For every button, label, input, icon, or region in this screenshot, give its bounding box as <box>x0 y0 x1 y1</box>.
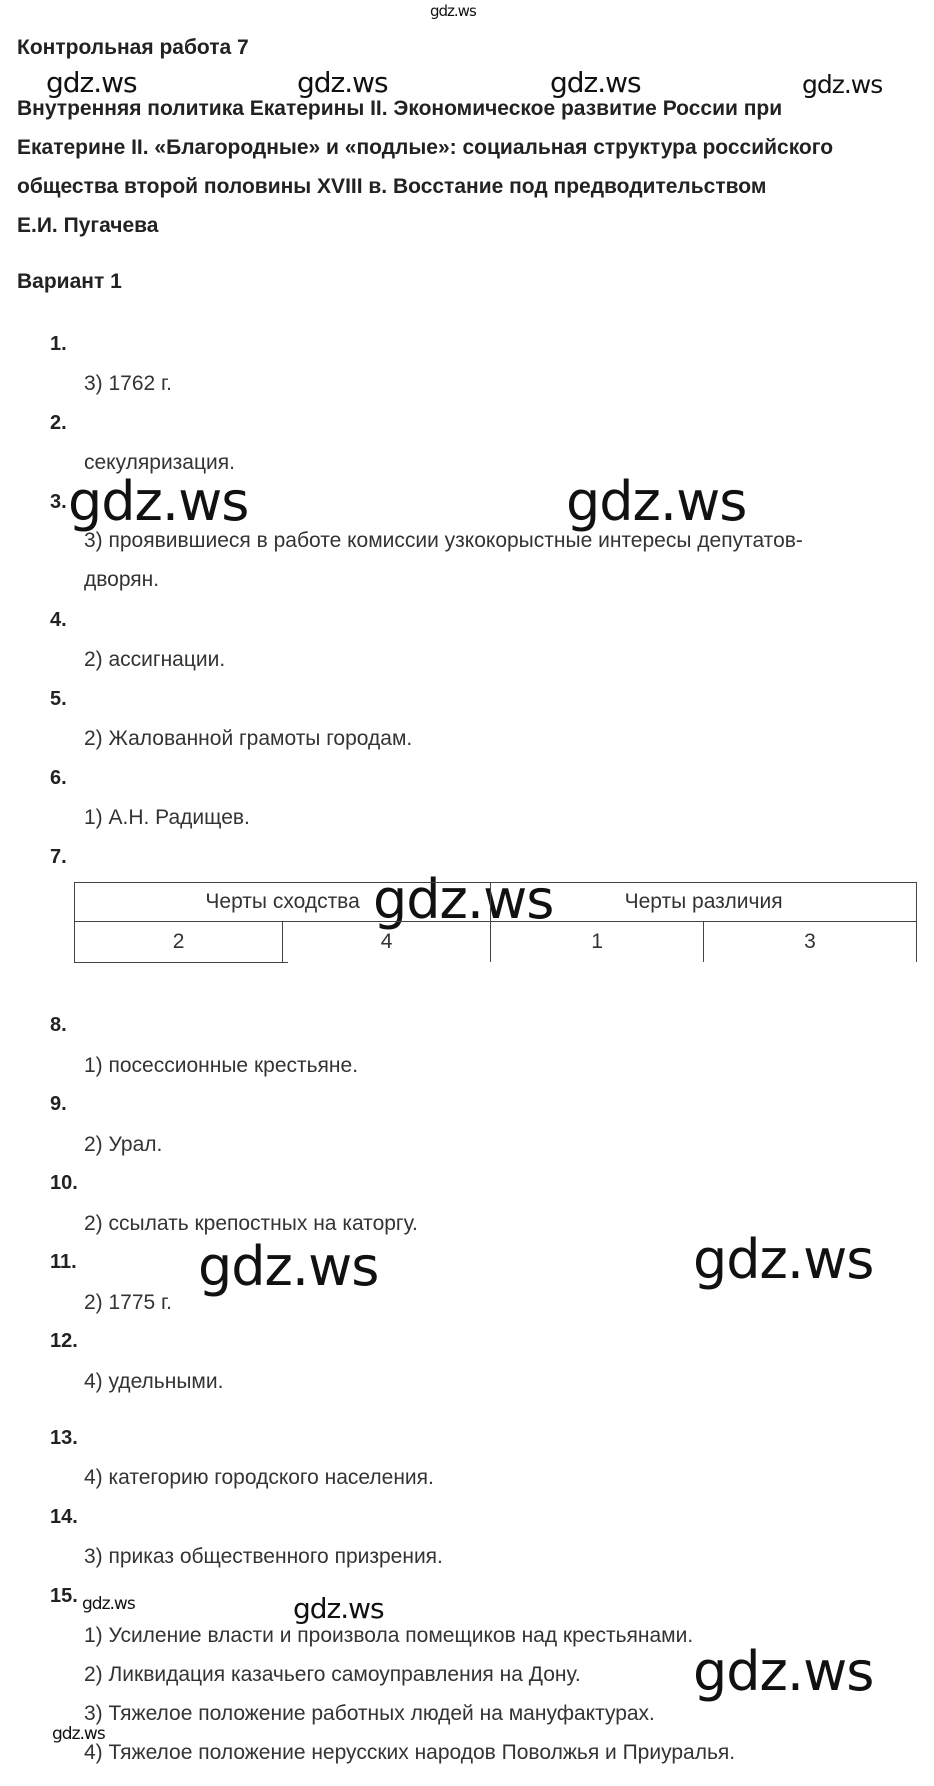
answer-item: 2) Ликвидация казачьего самоуправления на Дону. <box>84 1663 581 1686</box>
question-number: 14. <box>50 1506 78 1528</box>
answer-text: 4) удельными. <box>84 1370 224 1393</box>
answer-text: секуляризация. <box>84 451 235 474</box>
question-number: 7. <box>50 846 67 868</box>
variant-label: Вариант 1 <box>17 270 122 293</box>
comparison-table <box>74 882 917 962</box>
watermark: gdz.ws <box>297 66 388 99</box>
watermark: gdz.ws <box>68 470 249 533</box>
table-cell: 2 <box>75 922 283 963</box>
watermark: gdz.ws <box>46 66 137 99</box>
topic-line: Е.И. Пугачева <box>17 214 159 237</box>
answer-text: 1) А.Н. Радищев. <box>84 806 250 829</box>
question-number: 12. <box>50 1330 78 1352</box>
question-number: 10. <box>50 1172 78 1194</box>
watermark: gdz.ws <box>293 1592 384 1625</box>
question-number: 13. <box>50 1427 78 1449</box>
answer-text-continued: дворян. <box>84 568 160 591</box>
watermark: gdz.ws <box>802 70 883 99</box>
table-cell: 3 <box>704 922 917 963</box>
answer-item: 1) Усиление власти и произвола помещиков над крестьянами. <box>84 1624 694 1647</box>
table-cell: 1 <box>491 922 704 963</box>
answer-text: 3) приказ общественного призрения. <box>84 1545 443 1568</box>
answer-text: 2) 1775 г. <box>84 1291 172 1314</box>
watermark: gdz.ws <box>566 470 747 533</box>
question-number: 9. <box>50 1093 67 1115</box>
top-watermark: gdz.ws <box>430 2 476 20</box>
answer-text: 2) Урал. <box>84 1133 163 1156</box>
answer-text: 4) категорию городского населения. <box>84 1466 434 1489</box>
question-number: 5. <box>50 688 67 710</box>
question-number: 11. <box>50 1251 77 1273</box>
question-number: 15. <box>50 1585 78 1607</box>
topic-line: Екатерине II. «Благородные» и «подлые»: социальная структура российского <box>17 136 834 159</box>
table-header-differences: Черты различия <box>491 883 917 922</box>
answer-item: 3) Тяжелое положение работных людей на мануфактурах. <box>84 1702 655 1725</box>
watermark: gdz.ws <box>550 66 641 99</box>
answer-text: 1) посессионные крестьяне. <box>84 1054 359 1077</box>
watermark: gdz.ws <box>198 1235 379 1298</box>
page-title: Контрольная работа 7 <box>17 36 249 59</box>
answer-text: 3) 1762 г. <box>84 372 172 395</box>
answer-text: 2) ссылать крепостных на каторгу. <box>84 1212 418 1235</box>
watermark: gdz.ws <box>693 1228 874 1291</box>
table-cell: 4 <box>283 922 491 963</box>
answer-text: 2) ассигнации. <box>84 648 226 671</box>
watermark: gdz.ws <box>373 868 554 931</box>
question-number: 4. <box>50 609 67 631</box>
question-number: 6. <box>50 767 67 789</box>
question-number: 3. <box>50 491 67 513</box>
table-header-similarities: Черты сходства <box>75 883 491 922</box>
question-number: 2. <box>50 412 67 434</box>
question-number: 8. <box>50 1014 67 1036</box>
table-bottom-border <box>74 962 288 963</box>
question-number: 1. <box>50 333 67 355</box>
topic-line: общества второй половины XVIII в. Восстание под предводительством <box>17 175 767 198</box>
topic-line: Внутренняя политика Екатерины II. Экономическое развитие России при <box>17 97 783 120</box>
answer-text: 3) проявившиеся в работе комиссии узкокорыстные интересы депутатов- <box>84 529 803 552</box>
watermark: gdz.ws <box>52 1724 105 1744</box>
watermark: gdz.ws <box>82 1594 135 1614</box>
watermark: gdz.ws <box>693 1640 874 1703</box>
answer-text: 2) Жалованной грамоты городам. <box>84 727 413 750</box>
answer-item: 4) Тяжелое положение нерусских народов Поволжья и Приуралья. <box>84 1741 736 1764</box>
